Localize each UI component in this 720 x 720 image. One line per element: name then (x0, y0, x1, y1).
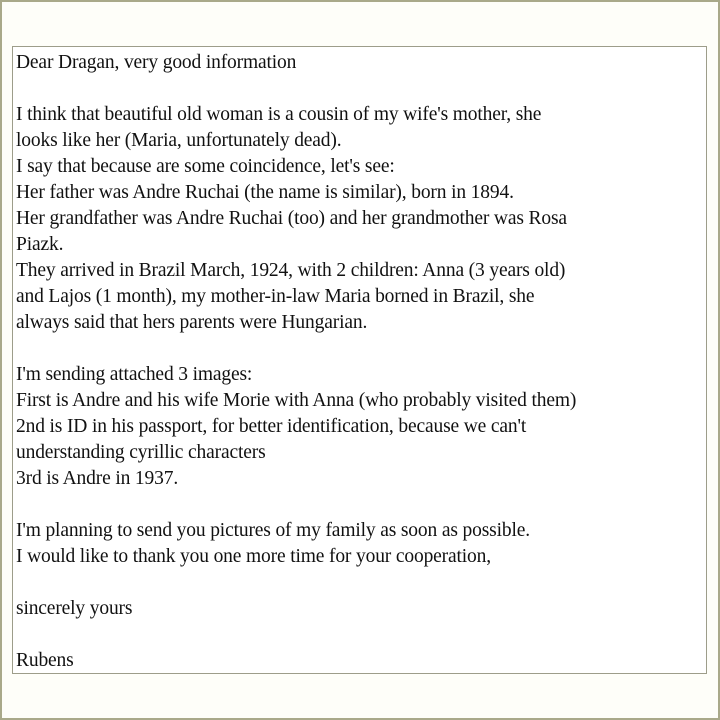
paragraph1-line: I think that beautiful old woman is a cousin of my wife's mother, she (16, 104, 542, 125)
blank-line (16, 336, 706, 362)
paragraph1-line: Piazk. (16, 234, 64, 255)
paragraph3-line: I'm planning to send you pictures of my family as soon as possible. (16, 520, 530, 541)
paragraph2-line: 2nd is ID in his passport, for better identification, because we can't (16, 416, 527, 437)
paragraph1-line: looks like her (Maria, unfortunately dead). (16, 130, 342, 151)
signature: Rubens (16, 650, 74, 671)
closing: sincerely yours (16, 598, 133, 619)
paragraph2-line: I'm sending attached 3 images: (16, 364, 253, 385)
blank-line (16, 492, 706, 518)
paragraph1-line: Her father was Andre Ruchai (the name is similar), born in 1894. (16, 182, 514, 203)
greeting: Dear Dragan, very good information (16, 52, 297, 73)
paragraph3-line: I would like to thank you one more time for your cooperation, (16, 546, 491, 567)
paragraph2-line: First is Andre and his wife Morie with Anna (who probably visited them) (16, 390, 577, 411)
letter-box (12, 46, 707, 674)
paragraph1-line: They arrived in Brazil March, 1924, with 2 children: Anna (3 years old) (16, 260, 566, 281)
blank-line (16, 622, 706, 648)
paragraph1-line: Her grandfather was Andre Ruchai (too) and her grandmother was Rosa (16, 208, 567, 229)
paragraph2-line: 3rd is Andre in 1937. (16, 468, 179, 489)
letter-body (16, 50, 706, 674)
blank-line (16, 570, 706, 596)
blank-line (16, 76, 706, 102)
paragraph1-line: I say that because are some coincidence, let's see: (16, 156, 395, 177)
paragraph1-line: and Lajos (1 month), my mother-in-law Maria borned in Brazil, she (16, 286, 535, 307)
paragraph2-line: understanding cyrillic characters (16, 442, 266, 463)
paragraph1-line: always said that hers parents were Hungarian. (16, 312, 368, 333)
